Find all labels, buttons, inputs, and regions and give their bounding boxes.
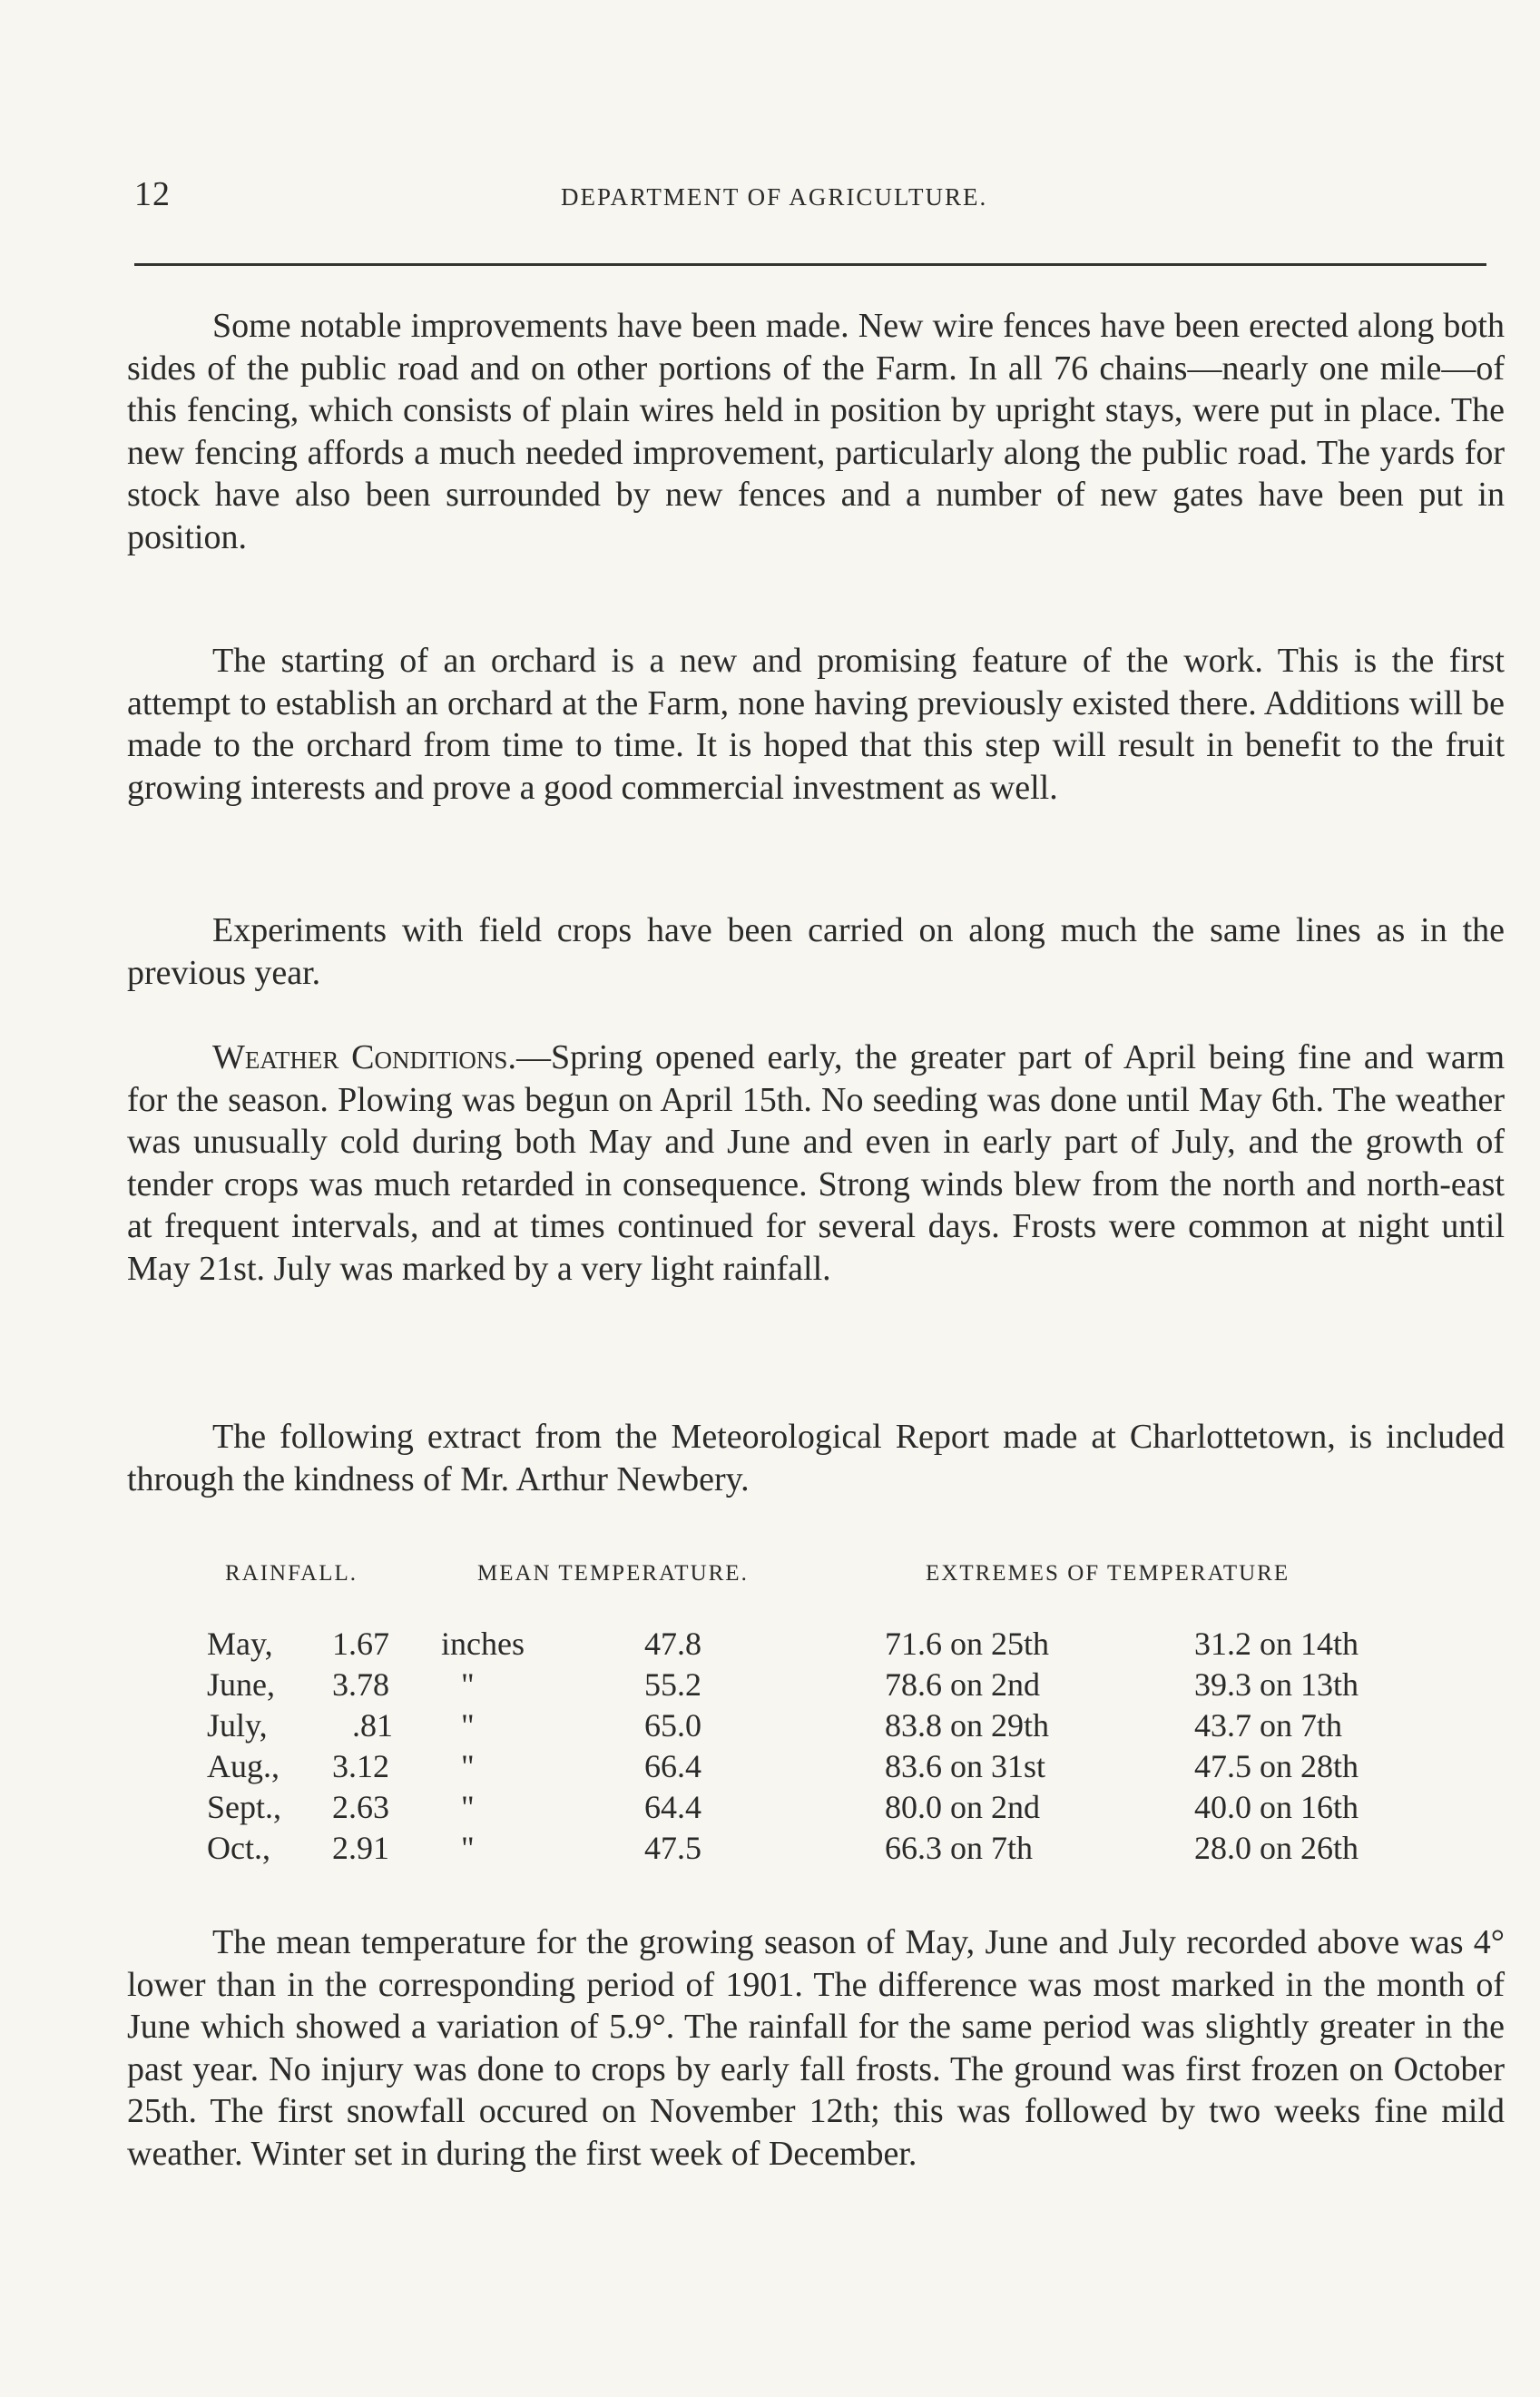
rainfall-cell: 2.91 [332,1830,389,1866]
paragraph-text: Experiments with field crops have been carried on along much the same lines as in the previous year. [127,911,1505,992]
paragraph-growing-season [127,1921,1505,2175]
min-temp-cell: 43.7 on 7th [1194,1707,1343,1744]
mean-temp-cell: 64.4 [644,1789,701,1825]
month-cell: Aug., [207,1748,280,1784]
page-number: 12 [134,175,171,213]
rainfall-cell: 3.78 [332,1666,389,1703]
ditto-cell: " [461,1830,475,1866]
paragraph-extract-intro [127,1416,1505,1500]
max-temp-cell: 71.6 on 25th [885,1626,1050,1662]
rainfall-cell: .81 [352,1707,393,1744]
paragraph-orchard [127,640,1505,809]
min-temp-cell: 47.5 on 28th [1194,1748,1359,1784]
paragraph-text: Some notable improvements have been made. New wire fences have been erected along both sides of the public road and on other portions of the Farm. In all 76 chains—nearly one mile—of this fencing, which consists of plain wires held in position by upright stays, were put in place. The new fencing affords a much needed improvement, particularly along the public road. The yards for stock have also been surrounded by new fences and a number of new gates have been put in position. [127,307,1505,556]
column-header-mean-temperature: MEAN TEMPERATURE. [477,1561,749,1586]
rainfall-cell: 3.12 [332,1748,389,1784]
table-row [207,1747,1477,1789]
paragraph-experiments [127,909,1505,994]
table-row [207,1625,1477,1666]
max-temp-cell: 80.0 on 2nd [885,1789,1040,1825]
min-temp-cell: 39.3 on 13th [1194,1666,1359,1703]
meteorological-table [207,1561,1477,1888]
paragraph-body: —Spring opened early, the greater part of April being fine and warm for the season. Plowing was begun on April 15th. No seeding was done until May 6th. The weather was unusually cold during both May and June and even in early part of July, and the growth of tender crops was much retarded in consequence. Strong winds blew from the north and north-east at frequent intervals, and at times continued for several days. Frosts were common at night until May 21st. July was marked by a very light rainfall. [127,1038,1505,1288]
month-cell: May, [207,1626,273,1662]
ditto-cell: " [461,1748,475,1784]
paragraph-text: The following extract from the Meteorological Report made at Charlottetown, is included through the kindness of Mr. Arthur Newbery. [127,1418,1505,1498]
max-temp-cell: 83.8 on 29th [885,1707,1050,1744]
table-row [207,1788,1477,1830]
mean-temp-cell: 66.4 [644,1748,701,1784]
page-header [134,174,1486,229]
paragraph-text [127,1036,1505,1290]
section-heading: Weather Conditions. [212,1038,516,1076]
column-header-extremes: EXTREMES OF TEMPERATURE [926,1561,1290,1586]
min-temp-cell: 31.2 on 14th [1194,1626,1359,1662]
running-head: DEPARTMENT OF AGRICULTURE. [561,183,988,211]
month-cell: July, [207,1707,268,1744]
month-cell: Oct., [207,1830,270,1866]
ditto-cell: " [461,1789,475,1825]
month-cell: June, [207,1666,275,1703]
max-temp-cell: 66.3 on 7th [885,1830,1034,1866]
header-rule [134,263,1486,266]
paragraph-text: The starting of an orchard is a new and promising feature of the work. This is the first attempt to establish an orchard at the Farm, none having previously existed there. Additions will be made to the orchard from time to time. It is hoped that this step will result in benefit to the fruit growing interests and prove a good commercial investment as well. [127,642,1505,807]
ditto-cell: " [461,1707,475,1744]
paragraph-text: The mean temperature for the growing season of May, June and July recorded above was 4° lower than in the corresponding period of 1901. The difference was most marked in the month of June which showed a variation of 5.9°. The rainfall for the same period was slightly greater in the past year. No injury was done to crops by early fall frosts. The ground was first frozen on October 25th. The first snowfall occured on November 12th; this was followed by two weeks fine mild weather. Winter set in during the first week of December. [127,1923,1505,2173]
paragraph-improvements [127,305,1505,558]
mean-temp-cell: 47.8 [644,1626,701,1662]
rainfall-cell: 2.63 [332,1789,389,1825]
month-cell: Sept., [207,1789,282,1825]
table-row [207,1706,1477,1748]
ditto-cell: " [461,1666,475,1703]
column-header-rainfall: RAINFALL. [225,1561,358,1586]
mean-temp-cell: 55.2 [644,1666,701,1703]
unit-cell: inches [441,1626,525,1662]
max-temp-cell: 83.6 on 31st [885,1748,1046,1784]
paragraph-weather [127,1036,1505,1290]
rainfall-cell: 1.67 [332,1626,389,1662]
max-temp-cell: 78.6 on 2nd [885,1666,1040,1703]
table-row [207,1665,1477,1707]
min-temp-cell: 40.0 on 16th [1194,1789,1359,1825]
mean-temp-cell: 47.5 [644,1830,701,1866]
table-row [207,1829,1477,1871]
mean-temp-cell: 65.0 [644,1707,701,1744]
min-temp-cell: 28.0 on 26th [1194,1830,1359,1866]
